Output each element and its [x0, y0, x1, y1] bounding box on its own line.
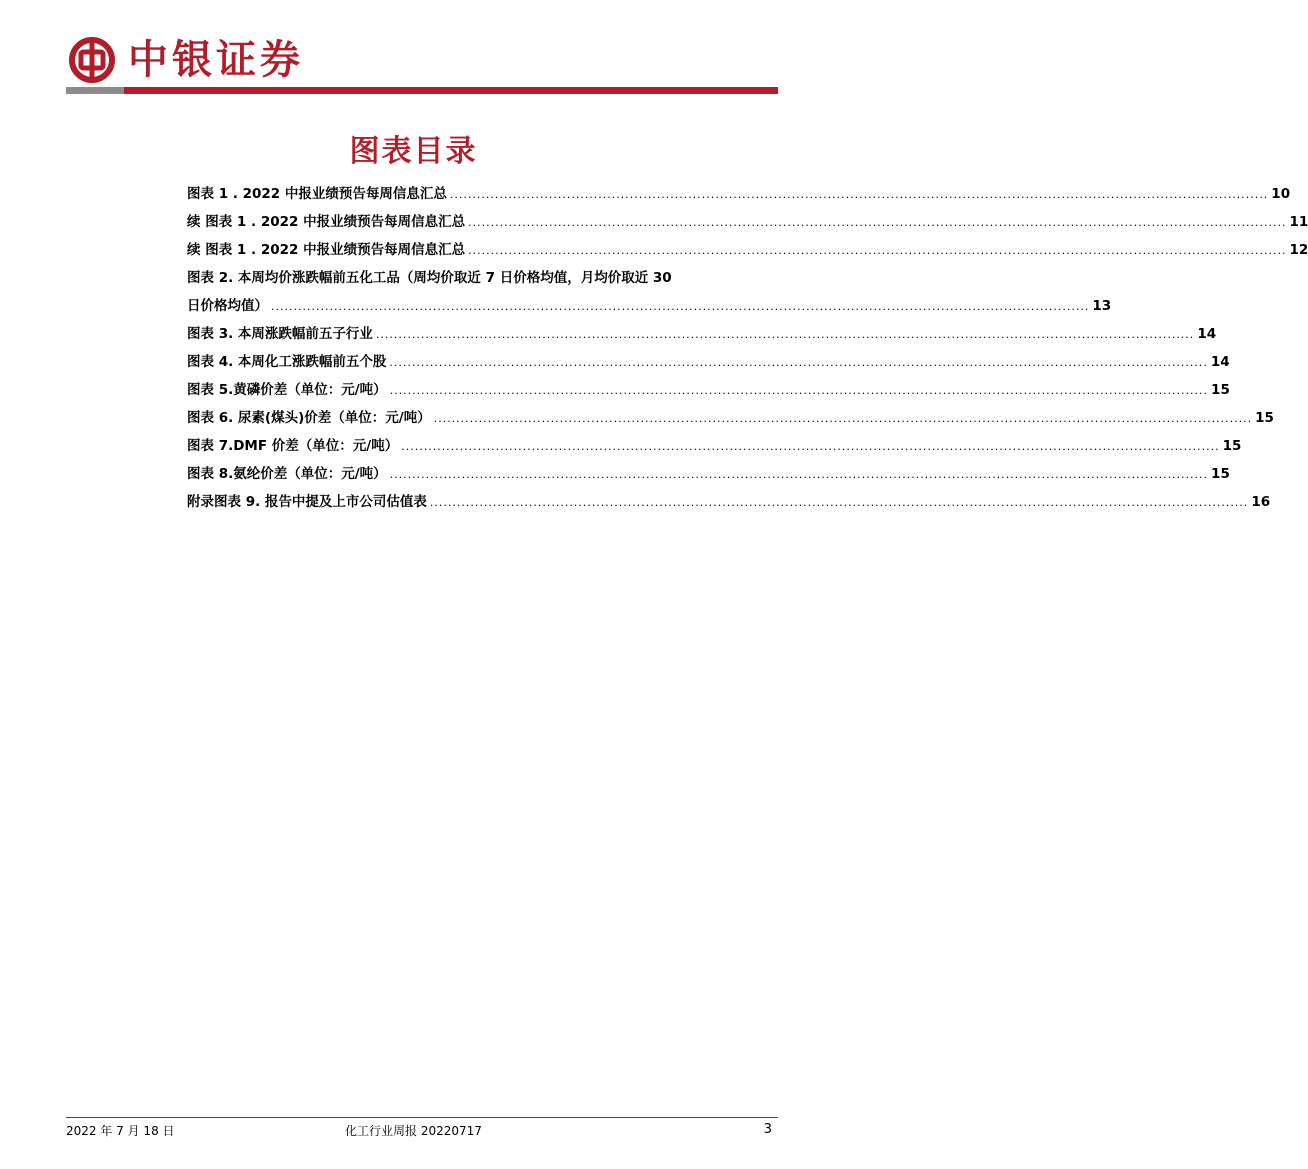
- leader-dots: ......................................................................................................................................................................................: [375, 328, 1195, 341]
- toc-entry-text: 续 图表 1 . 2022 中报业绩预告每周信息汇总: [187, 242, 466, 258]
- toc-entry-text: 日价格均值）: [187, 298, 268, 314]
- toc-entry-text: 图表 8.氨纶价差（单位：元/吨）: [187, 466, 387, 482]
- toc-entry[interactable]: [187, 460, 1230, 488]
- toc-entry-page: 15: [1211, 382, 1230, 398]
- toc-entry-text: 图表 4. 本周化工涨跌幅前五个股: [187, 354, 387, 370]
- toc-entry-page: 11: [1289, 214, 1308, 230]
- footer-report-name: 化工行业周报 20220717: [345, 1124, 482, 1138]
- toc-entry[interactable]: [187, 236, 1308, 264]
- toc-entry-text: 图表 1 . 2022 中报业绩预告每周信息汇总: [187, 186, 447, 202]
- toc-entry-text: 附录图表 9. 报告中提及上市公司估值表: [187, 494, 427, 510]
- toc-entry-page: 10: [1271, 186, 1291, 202]
- header-rule-red: [124, 87, 778, 94]
- toc-entry-page: 16: [1251, 494, 1271, 510]
- toc-entry[interactable]: [187, 376, 1230, 404]
- toc-entry-page: 13: [1092, 298, 1112, 314]
- brand-name: 中银证券: [128, 36, 304, 83]
- toc-entry-page: 14: [1210, 354, 1230, 370]
- footer-date: 2022 年 7 月 18 日: [66, 1124, 175, 1138]
- toc-entry[interactable]: [187, 488, 1271, 516]
- footer-rule: [66, 1117, 778, 1118]
- toc-entry-text: 图表 5.黄磷价差（单位：元/吨）: [187, 382, 387, 398]
- toc-entry[interactable]: [187, 432, 1242, 460]
- leader-dots: ......................................................................................................................................................................................: [389, 468, 1209, 481]
- toc-entry[interactable]: [187, 404, 1274, 432]
- toc-entry-page: 12: [1289, 242, 1308, 258]
- header-rule-gray: [66, 87, 124, 94]
- leader-dots: ......................................................................................................................................................................................: [389, 356, 1208, 369]
- toc-entry[interactable]: [187, 264, 1112, 320]
- leader-dots: ......................................................................................................................................................................................: [389, 384, 1209, 397]
- leader-dots: ......................................................................................................................................................................................: [468, 244, 1287, 257]
- toc-entry-text: 图表 7.DMF 价差（单位：元/吨）: [187, 438, 399, 454]
- toc-entry-page: 15: [1255, 410, 1274, 426]
- toc-entry[interactable]: [187, 320, 1217, 348]
- toc-entry-text: 图表 3. 本周涨跌幅前五子行业: [187, 326, 373, 342]
- toc-entry-page: 15: [1211, 466, 1230, 482]
- bank-of-china-logo-icon: [68, 36, 116, 84]
- toc-title: 图表目录: [349, 134, 478, 169]
- leader-dots: ......................................................................................................................................................................................: [468, 216, 1287, 229]
- toc-entry-text-line1: 图表 2. 本周均价涨跌幅前五化工品（周均价取近 7 日价格均值，月均价取近 30: [187, 270, 672, 286]
- leader-dots: ......................................................................................................................................................................................: [429, 496, 1249, 509]
- toc-entry[interactable]: [187, 180, 1291, 208]
- toc-entry[interactable]: [187, 208, 1308, 236]
- toc-entry-text: 图表 6. 尿素(煤头)价差（单位：元/吨）: [187, 410, 431, 426]
- leader-dots: ......................................................................................................................................................................................: [271, 300, 1090, 313]
- footer-page-number: 3: [763, 1122, 772, 1137]
- toc-entry-page: 15: [1222, 438, 1242, 454]
- leader-dots: ......................................................................................................................................................................................: [401, 440, 1220, 453]
- toc-entry-text: 续 图表 1 . 2022 中报业绩预告每周信息汇总: [187, 214, 466, 230]
- toc-entry[interactable]: [187, 348, 1230, 376]
- leader-dots: ......................................................................................................................................................................................: [433, 412, 1253, 425]
- toc-entry-page: 14: [1197, 326, 1217, 342]
- leader-dots: ......................................................................................................................................................................................: [449, 188, 1269, 201]
